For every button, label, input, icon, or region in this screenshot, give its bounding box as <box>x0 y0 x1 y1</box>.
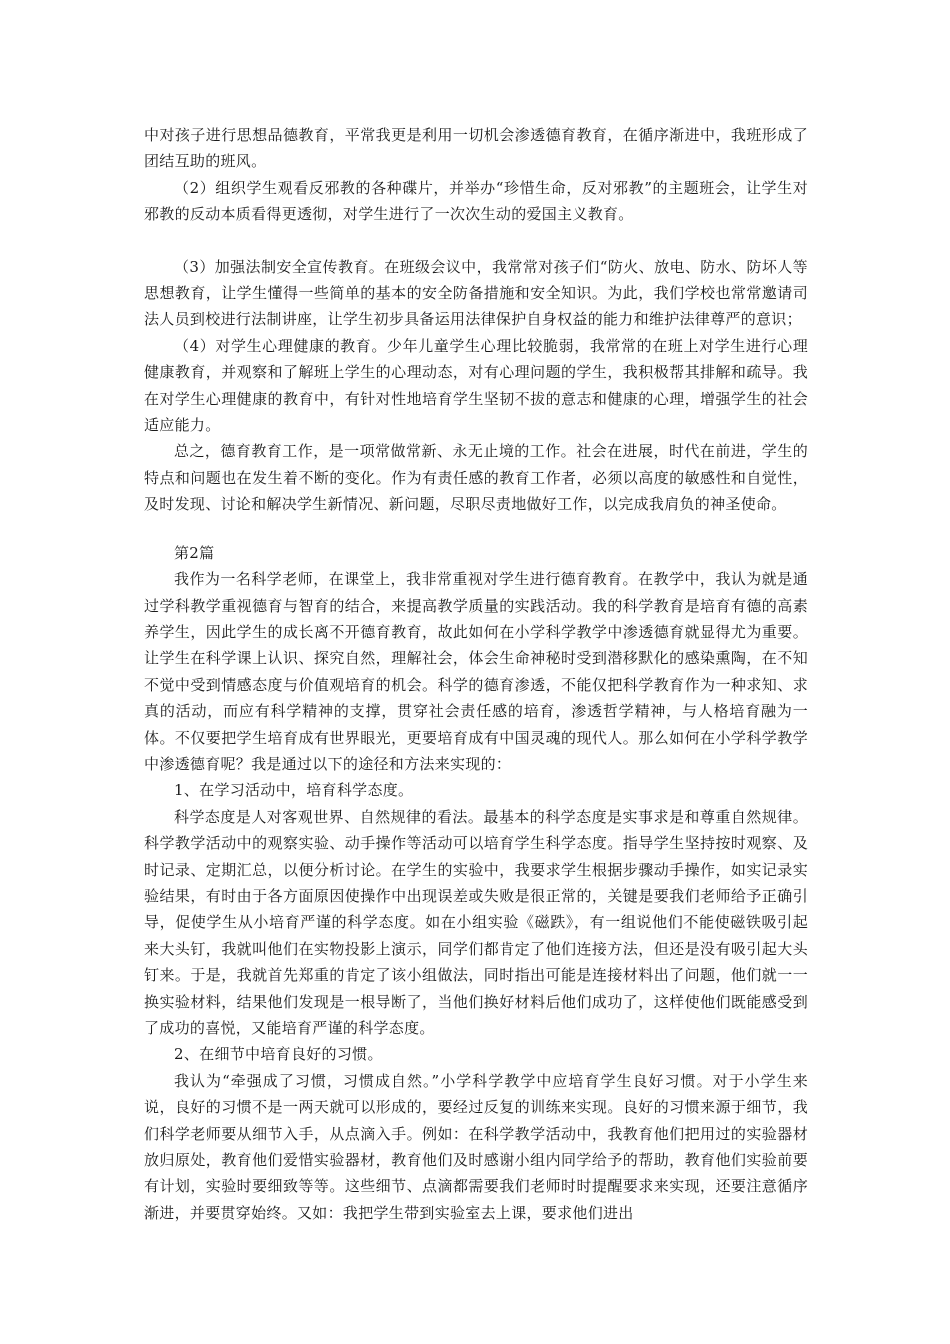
subheading-2: 2、在细节中培育良好的习惯。 <box>174 1045 383 1064</box>
paragraph-subsection-2: 我认为“牵强成了习惯，习惯成自然。”小学科学教学中应培育学生良好习惯。对于小学生来说，良好的习惯不是一两天就可以形成的，要经过反复的训练来实现。良好的习惯来源于细节，我们科学老师要从细节入手，从点滴入手。例如：在科学教学活动中，我教育他们把用过的实验器材放归原处，教育他们爱惜实验器材，教育他们及时感谢小组内同学给予的帮助，教育他们实验前要有计划，实验时要细致等等。这些细节、点滴都需要我们老师时时提醒要求来实现，还要注意循序渐进，并要贯穿始终。又如：我把学生带到实验室去上课，要求他们进出 <box>144 1071 808 1222</box>
paragraph-subsection-1: 科学态度是人对客观世界、自然规律的看法。最基本的科学态度是实事求是和尊重自然规律。科学教学活动中的观察实验、动手操作等活动可以培育学生科学态度。指导学生坚持按时观察、及时记录、定期汇总，以便分析讨论。在学生的实验中，我要求学生根据步骤动手操作，如实记录实验结果，有时由于各方面原因使操作中出现误差或失败是很正常的，关键是要我们老师给予正确引导，促使学生从小培育严谨的科学态度。如在小组实验《磁跌》，有一组说他们不能使磁铁吸引起来大头钉，我就叫他们在实物投影上演示，同学们都肯定了他们连接方法，但还是没有吸引起大头钉来。于是，我就首先郑重的肯定了该小组做法，同时指出可能是连接材料出了问题，他们就一一换实验材料，结果他们发现是一根导断了，当他们换好材料后他们成功了，这样使他们既能感受到了成功的喜悦，又能培育严谨的科学态度。 <box>144 807 808 1037</box>
paragraph-item-4: （4）对学生心理健康的教育。少年儿童学生心理比较脆弱，我常常的在班上对学生进行心理健康教育，并观察和了解班上学生的心理动态，对有心理问题的学生，我积极帮其排解和疏导。我在对学生心理健康的教育中，有针对性地培育学生坚韧不拔的意志和健康的心理，增强学生的社会适应能力。 <box>144 336 808 435</box>
paragraph-gap <box>144 228 808 254</box>
document-body <box>144 122 808 1226</box>
section-gap <box>144 518 808 540</box>
paragraph-item-2: （2）组织学生观看反邪教的各种碟片，并举办“珍惜生命，反对邪教”的主题班会，让学生对邪教的反动本质看得更透彻，对学生进行了一次次生动的爱国主义教育。 <box>144 178 808 224</box>
section-heading: 第2篇 <box>174 543 215 562</box>
subheading-1: 1、在学习活动中，培育科学态度。 <box>174 781 414 800</box>
paragraph-summary: 总之，德育教育工作，是一项常做常新、永无止境的工作。社会在进展，时代在前进，学生的特点和问题也在发生着不断的变化。作为有责任感的教育工作者，必须以高度的敏感性和自觉性，及时发现、讨论和解决学生新情况、新问题，尽职尽责地做好工作，以完成我肩负的神圣使命。 <box>144 442 808 514</box>
paragraph-continuation: 中对孩子进行思想品德教育，平常我更是利用一切机会渗透德育教育，在循序渐进中，我班形成了团结互助的班风。 <box>144 126 808 171</box>
paragraph-item-3: （3）加强法制安全宣传教育。在班级会议中，我常常对孩子们“防火、放电、防水、防坏人等思想教育，让学生懂得一些简单的基本的安全防备措施和安全知识。为此，我们学校也常常邀请司法人员到校进行法制讲座，让学生初步具备运用法律保护自身权益的能力和维护法律尊严的意识； <box>144 257 808 329</box>
paragraph-intro: 我作为一名科学老师，在课堂上，我非常重视对学生进行德育教育。在教学中，我认为就是通过学科教学重视德育与智育的结合，来提高教学质量的实践活动。我的科学教育是培育有德的高素养学生，因此学生的成长离不开德育教育，故此如何在小学科学教学中渗透德育就显得尤为重要。让学生在科学课上认识、探究自然，理解社会，体会生命神秘时受到潜移默化的感染熏陶，在不知不觉中受到情感态度与价值观培育的机会。科学的德育渗透，不能仅把科学教育作为一种求知、求真的活动，而应有科学精神的支撑，贯穿社会责任感的培育，渗透哲学精神，与人格培育融为一体。不仅要把学生培育成有世界眼光，更要培育成有中国灵魂的现代人。那么如何在小学科学教学中渗透德育呢？我是通过以下的途径和方法来实现的： <box>144 570 808 773</box>
